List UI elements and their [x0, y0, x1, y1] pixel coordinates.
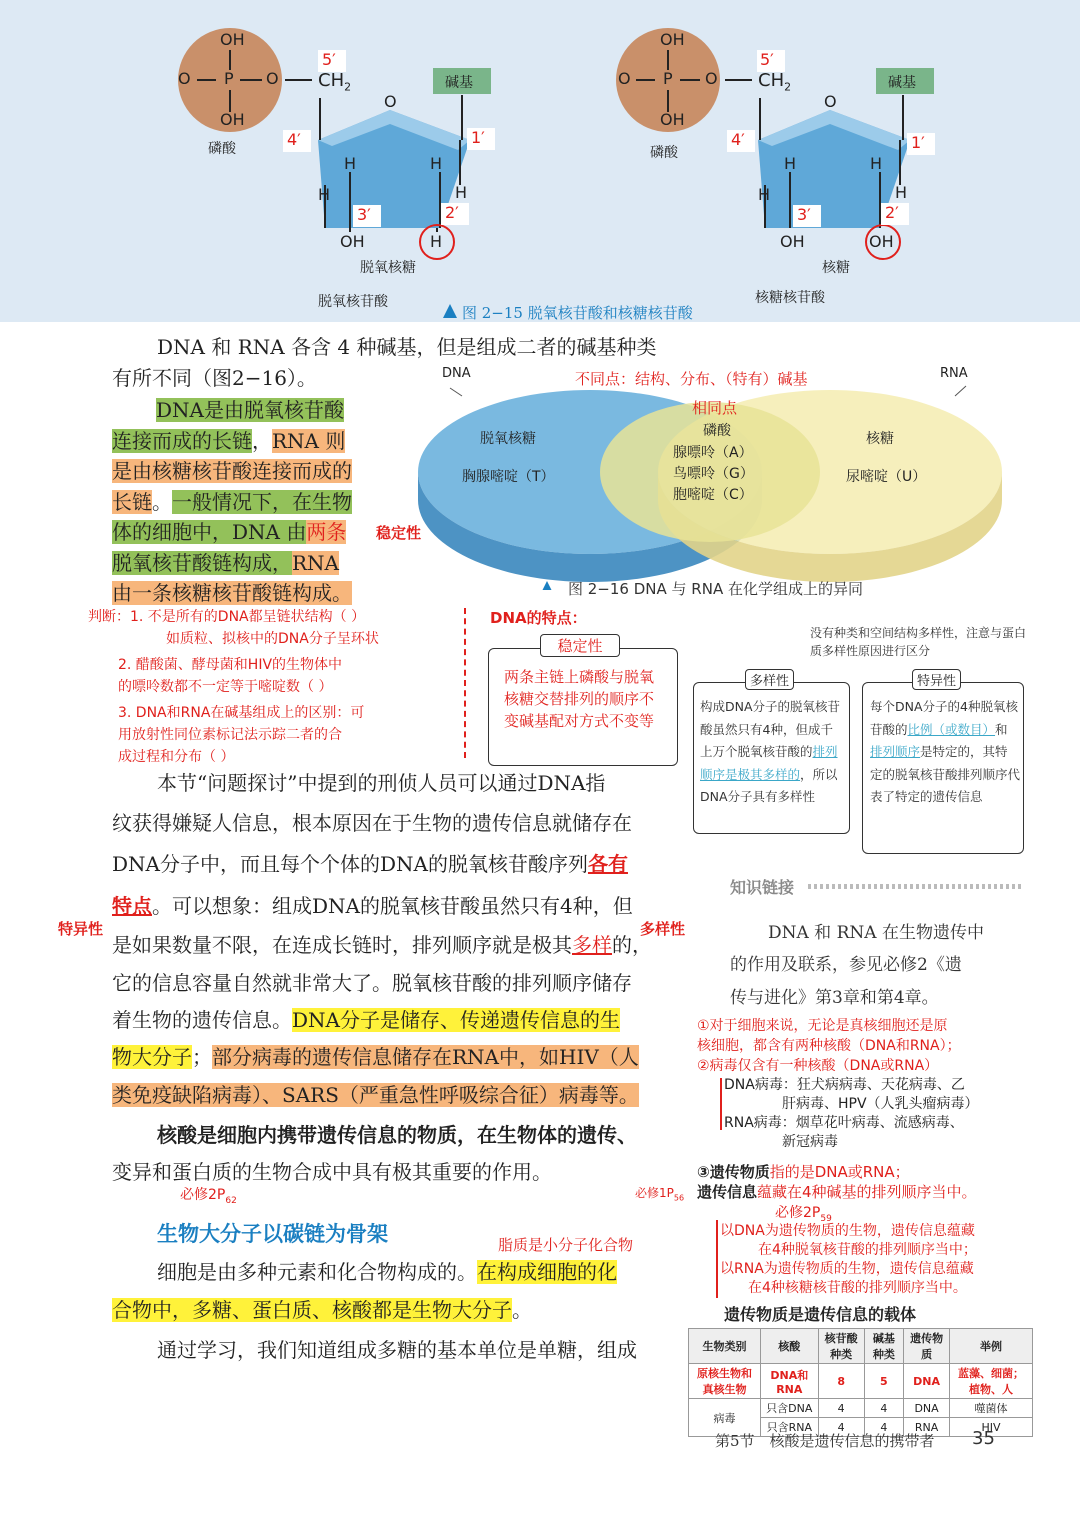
right-oh-3: OH	[780, 232, 805, 251]
venn-thymine: 胸腺嘧啶（T）	[462, 469, 555, 485]
right-c2: 2′	[885, 203, 899, 222]
table-cell: 4	[818, 1418, 864, 1437]
table-header: 举例	[950, 1329, 1033, 1364]
main-para-line-1: 本节“问题探讨”中提到的刑侦人员可以通过DNA指	[157, 771, 606, 795]
left-oh-bottom: OH	[220, 110, 245, 129]
carrier-bracket	[716, 1220, 718, 1298]
table-header: 核酸	[760, 1329, 818, 1364]
intro-line-2: 有所不同（图2−16）。	[112, 366, 317, 390]
left-c4: 4′	[287, 130, 301, 149]
table-cell: 4	[864, 1418, 903, 1437]
left-sugar-label: 脱氧核糖	[360, 260, 416, 276]
right-notes: ①对于细胞来说，无论是真核细胞还是原 核细胞，都含有两种核酸（DNA和RNA）； ②病毒仅含有一种核酸（DNA或RNA）	[697, 1018, 961, 1074]
note-diversity: 多样性	[640, 920, 686, 938]
diversity-note: 没有种类和空间结构多样性，注意与蛋白质多样性原因进行区分	[810, 626, 1027, 658]
stability-label: 稳定性	[540, 634, 620, 657]
right-c3: 3′	[797, 205, 811, 224]
table-cell: 5	[864, 1364, 903, 1399]
table-header-row	[689, 1329, 1033, 1364]
right-o1: O	[618, 69, 631, 88]
genetic-material-table	[688, 1328, 1033, 1437]
left-ch2: $CH_2$	[318, 70, 352, 94]
specificity-text: 每个DNA分子的4种脱氧核苷酸的比例（或数目）和排列顺序是特定的，其特定的脱氧核苷酸排列顺序代表了特定的遗传信息	[870, 699, 1021, 804]
dashed-divider	[464, 608, 466, 758]
venn-phosphate: 磷酸	[703, 423, 731, 439]
table-cell: DNA	[904, 1364, 950, 1399]
venn-adenine: 腺嘌呤（A）	[673, 445, 753, 461]
section-heading: 生物大分子以碳链为骨架	[157, 1222, 388, 1246]
table-cell: DNA	[904, 1399, 950, 1418]
table-cell: 4	[818, 1399, 864, 1418]
left-phosphate-label: 磷酸	[208, 141, 236, 157]
note-bixiu2-p59: 必修$2P_{59}$	[775, 1205, 832, 1224]
table-row	[689, 1399, 1033, 1418]
table-cell: 只含RNA	[760, 1418, 818, 1437]
genetic-material-notes: ③遗传物质指的是DNA或RNA； 遗传信息蕴藏在4种碱基的排列顺序当中。	[697, 1163, 977, 1201]
left-c1: 1′	[471, 128, 485, 147]
left-o1: O	[178, 69, 191, 88]
right-h-b: H	[870, 154, 883, 173]
table-cell: 8	[818, 1364, 864, 1399]
main-para-line-4: 特点。可以想象：组成DNA的脱氧核苷酸虽然只有4种，但	[112, 894, 633, 918]
right-c5: 5′	[760, 50, 774, 69]
table-cell: HIV	[950, 1418, 1033, 1437]
right-oh-2: OH	[869, 232, 894, 251]
figure-2-16-caption: 图 2−16 DNA 与 RNA 在化学组成上的异同	[568, 580, 863, 598]
dna-rna-structure-paragraph: DNA是由脱氧核苷酸 连接而成的长链，RNA 则 是由核糖核苷酸连接而成的 长链。一般情况下，在生物 体的细胞中，DNA 由两条 脱氧核苷酸链构成，RNA 由一条核糖核苷酸链构成。	[112, 398, 352, 605]
knowledge-line-3: 传与进化》第3章和第4章。	[730, 988, 939, 1008]
carrier-notes: 以DNA为遗传物质的生物，遗传信息蕴藏 在4种脱氧核苷酸的排列顺序当中； 以RNA为遗传物质的生物，遗传信息蕴藏 在4种核糖核苷酸的排列顺序当中。	[720, 1223, 977, 1296]
venn-dna-label: DNA	[442, 366, 471, 381]
note-specificity: 特异性	[58, 920, 104, 938]
left-base-label: 碱基	[445, 75, 473, 91]
main-para-line-13: 合物中，多糖、蛋白质、核酸都是生物大分子。	[112, 1298, 532, 1322]
main-para-line-3: DNA分子中，而且每个个体的DNA的脱氧核苷酸序列各有	[112, 852, 628, 876]
left-c2: 2′	[445, 203, 459, 222]
table-cell: 只含DNA	[760, 1399, 818, 1418]
table-header: 核苷酸种类	[818, 1329, 864, 1364]
right-ring-o: O	[824, 92, 837, 111]
table-cell: RNA	[904, 1418, 950, 1437]
main-para-line-6: 它的信息容量自然就非常大了。脱氧核苷酸的排列顺序储存	[112, 971, 632, 995]
main-para-line-14: 通过学习，我们知道组成多糖的基本单位是单糖，组成	[157, 1338, 637, 1362]
table-header: 遗传物质	[904, 1329, 950, 1364]
left-p: P	[224, 69, 234, 88]
left-h-b: H	[430, 154, 443, 173]
virus-examples: DNA病毒：狂犬病病毒、天花病毒、乙 肝病毒、HPV（人乳头瘤病毒） RNA病毒：烟草花叶病毒、流感病毒、 新冠病毒	[724, 1077, 979, 1150]
table-row	[689, 1364, 1033, 1399]
table-cell: DNA和RNA	[760, 1364, 818, 1399]
main-para-line-11: 变异和蛋白质的生物合成中具有极其重要的作用。	[112, 1160, 552, 1184]
venn-cytosine: 胞嘧啶（C）	[673, 487, 753, 503]
venn-deoxyribose: 脱氧核糖	[480, 431, 536, 447]
table-header: 生物类别	[689, 1329, 761, 1364]
note-bixiu2-p62: 必修$2P_{62}$	[180, 1187, 237, 1206]
left-oh-top: OH	[220, 30, 245, 49]
stability-text: 两条主链上磷酸与脱氧核糖交替排列的顺序不变碱基配对方式不变等	[504, 668, 655, 730]
main-para-line-9: 类免疫缺陷病毒）、SARS（严重急性呼吸综合征）病毒等。	[112, 1083, 639, 1107]
knowledge-line-1: DNA 和 RNA 在生物遗传中	[768, 923, 984, 943]
left-h-2: H	[430, 232, 443, 251]
table-cell: 噬菌体	[950, 1399, 1033, 1418]
left-h-a: H	[344, 154, 357, 173]
note-stability: 稳定性	[376, 524, 422, 542]
left-oh-3: OH	[340, 232, 365, 251]
table-cell: 病毒	[689, 1399, 761, 1437]
right-phosphate-label: 磷酸	[650, 145, 678, 161]
left-o2: O	[266, 69, 279, 88]
main-para-line-12: 细胞是由多种元素和化合物构成的。在构成细胞的化	[157, 1260, 617, 1284]
diversity-text: 构成DNA分子的脱氧核苷酸虽然只有4种，但成千上万个脱氧核苷酸的排列顺序是极其多样的，所以DNA分子具有多样性	[700, 699, 841, 804]
right-h-c: H	[758, 185, 771, 204]
venn-ribose: 核糖	[866, 431, 894, 447]
left-h-c: H	[318, 185, 331, 204]
left-c3: 3′	[357, 205, 371, 224]
figure-2-15-caption: 图 2−15 脱氧核苷酸和核糖核苷酸	[462, 304, 693, 322]
footer-section-title: 第5节 核酸是遗传信息的携带者	[715, 1432, 935, 1450]
venn-guanine: 鸟嘌呤（G）	[673, 466, 754, 482]
intro-line-1: DNA 和 RNA 各含 4 种碱基，但是组成二者的碱基种类	[157, 335, 657, 359]
knowledge-line-2: 的作用及联系，参见必修2《遗	[730, 955, 962, 975]
table-cell: 蓝藻、细菌；植物、人	[950, 1364, 1033, 1399]
page-number: 35	[972, 1428, 995, 1449]
main-para-line-2: 纹获得嫌疑人信息，根本原因在于生物的遗传信息就储存在	[112, 811, 632, 835]
note-lipid: 脂质是小分子化合物	[498, 1236, 634, 1254]
right-c4: 4′	[731, 130, 745, 149]
table-cell: 4	[864, 1399, 903, 1418]
judge-notes: 判断：1. 不是所有的DNA都呈链状结构（ ） 如质粒、拟核中的DNA分子呈环状 2. 醋酸菌、酵母菌和HIV的生物体中 的嘌呤数都不一定等于嘧啶数（ ） 3. DNA和RNA在碱基组成上的区别：可 用放射性同位素标记法示踪二者的合 成过程和分布（ ）	[88, 609, 379, 765]
venn-difference-note: 不同点：结构、分布、（特有）碱基	[575, 370, 808, 388]
right-oh-top: OH	[660, 30, 685, 49]
venn-same-note: 相同点	[692, 399, 738, 417]
right-sugar-label: 核糖	[822, 260, 850, 276]
virus-bracket	[720, 1078, 722, 1130]
nucleotide-diagram	[0, 0, 1080, 322]
right-o2: O	[705, 69, 718, 88]
specificity-label: 特异性	[912, 669, 961, 690]
main-para-line-7: 着生物的遗传信息。DNA分子是储存、传递遗传信息的生	[112, 1008, 620, 1032]
right-p: P	[663, 69, 673, 88]
main-para-line-8: 物大分子；部分病毒的遗传信息储存在RNA中，如HIV（人	[112, 1045, 639, 1069]
venn-rna-label: RNA	[940, 366, 968, 381]
note-bixiu1-p56: 必修$1P_{56}$	[635, 1186, 685, 1203]
diversity-label: 多样性	[745, 669, 794, 690]
gene-table-title: 遗传物质是遗传信息的载体	[724, 1305, 917, 1324]
right-nucleotide-label: 核糖核苷酸	[755, 290, 825, 306]
right-oh-bottom: OH	[660, 110, 685, 129]
right-base-label: 碱基	[888, 75, 916, 91]
table-header: 碱基种类	[864, 1329, 903, 1364]
table-cell: 原核生物和真核生物	[689, 1364, 761, 1399]
right-c1: 1′	[911, 133, 925, 152]
right-h-a: H	[784, 154, 797, 173]
knowledge-link-rule	[808, 884, 1023, 889]
right-ch2: $CH_2$	[758, 70, 792, 94]
left-h-d: H	[455, 183, 468, 202]
main-para-line-10: 核酸是细胞内携带遗传信息的物质，在生物体的遗传、	[157, 1123, 637, 1147]
dna-features-title: DNA的特点：	[490, 609, 587, 627]
knowledge-link-title: 知识链接	[730, 878, 795, 897]
left-ring-o: O	[384, 92, 397, 111]
right-h-d: H	[895, 183, 908, 202]
left-nucleotide-label: 脱氧核苷酸	[318, 294, 388, 310]
left-c5: 5′	[322, 50, 336, 69]
main-para-line-5: 是如果数量不限，在连成长链时，排列顺序就是极其多样的，	[112, 933, 652, 957]
venn-uracil: 尿嘧啶（U）	[846, 469, 927, 485]
